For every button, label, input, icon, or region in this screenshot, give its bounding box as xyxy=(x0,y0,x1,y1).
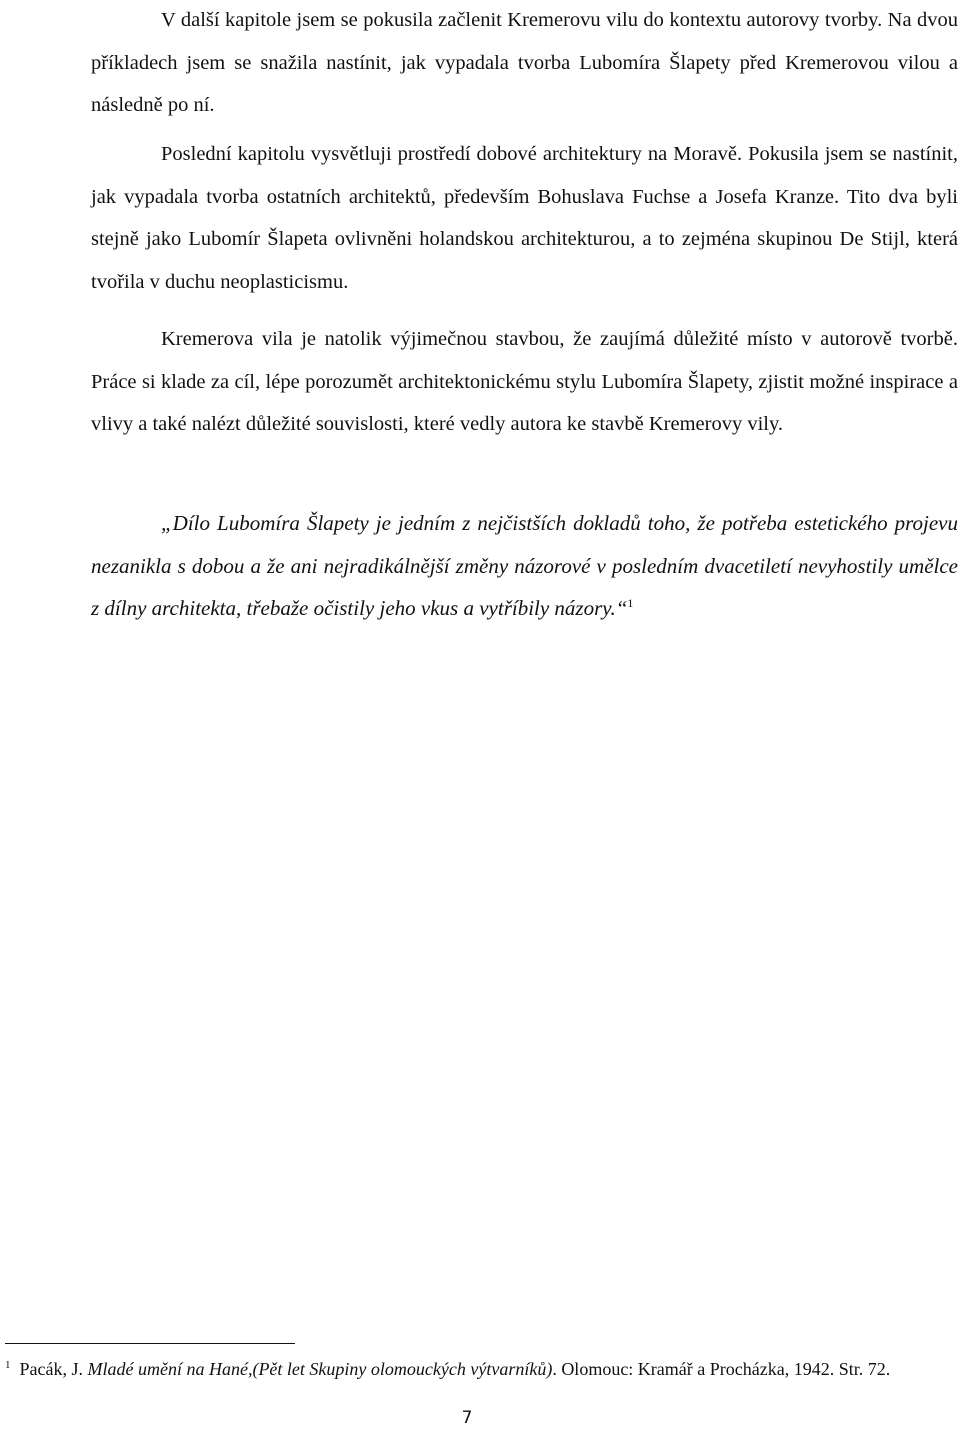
footnote-author: Pacák, J. xyxy=(19,1359,88,1379)
quotation xyxy=(91,502,958,630)
quotation-text: „Dílo Lubomíra Šlapety je jedním z nejčistších dokladů toho, že potřeba estetického projevu nezanikla s dobou a že ani nejradikálnější změny názorové v posledním dvacetiletí nevyhostily umělce z dílny architekta, třebaže očistily jeho vkus a vytříbily názory.“ xyxy=(91,511,958,620)
footnote xyxy=(5,1354,933,1384)
paragraph-aims: Kremerova vila je natolik výjimečnou stavbou, že zaujímá důležité místo v autorově tvorbě. Práce si klade za cíl, lépe porozumět architektonickému stylu Lubomíra Šlapety, zjistit možné inspirace a vlivy a také nalézt důležité souvislosti, které vedly autora ke stavbě Kremerovy vily. xyxy=(91,328,958,435)
footnote-title: Mladé umění na Hané,(Pět let Skupiny olomouckých výtvarníků) xyxy=(87,1359,553,1379)
footnote-publication: . Olomouc: Kramář a Procházka, 1942. Str. 72. xyxy=(552,1359,891,1379)
footnote-reference: 1 xyxy=(627,596,634,610)
footnote-separator xyxy=(5,1343,295,1344)
footnote-mark: 1 xyxy=(5,1359,11,1371)
page-number: 7 xyxy=(461,1408,473,1428)
paragraph-context: V další kapitole jsem se pokusila začlenit Kremerovu vilu do kontextu autorovy tvorby. Na dvou příkladech jsem se snažila nastínit, jak vypadala tvorba Lubomíra Šlapety před Kremerovou vilou a následně po ní. xyxy=(91,9,958,116)
paragraph-moravian-architecture: Poslední kapitolu vysvětluji prostředí dobové architektury na Moravě. Pokusila jsem se nastínit, jak vypadala tvorba ostatních architektů, především Bohuslava Fuchse a Josefa Kranze. Tito dva byli stejně jako Lubomír Šlapeta ovlivněni holandskou architekturou, a to zejména skupinou De Stijl, která tvořila v duchu neoplasticismu. xyxy=(91,143,958,293)
